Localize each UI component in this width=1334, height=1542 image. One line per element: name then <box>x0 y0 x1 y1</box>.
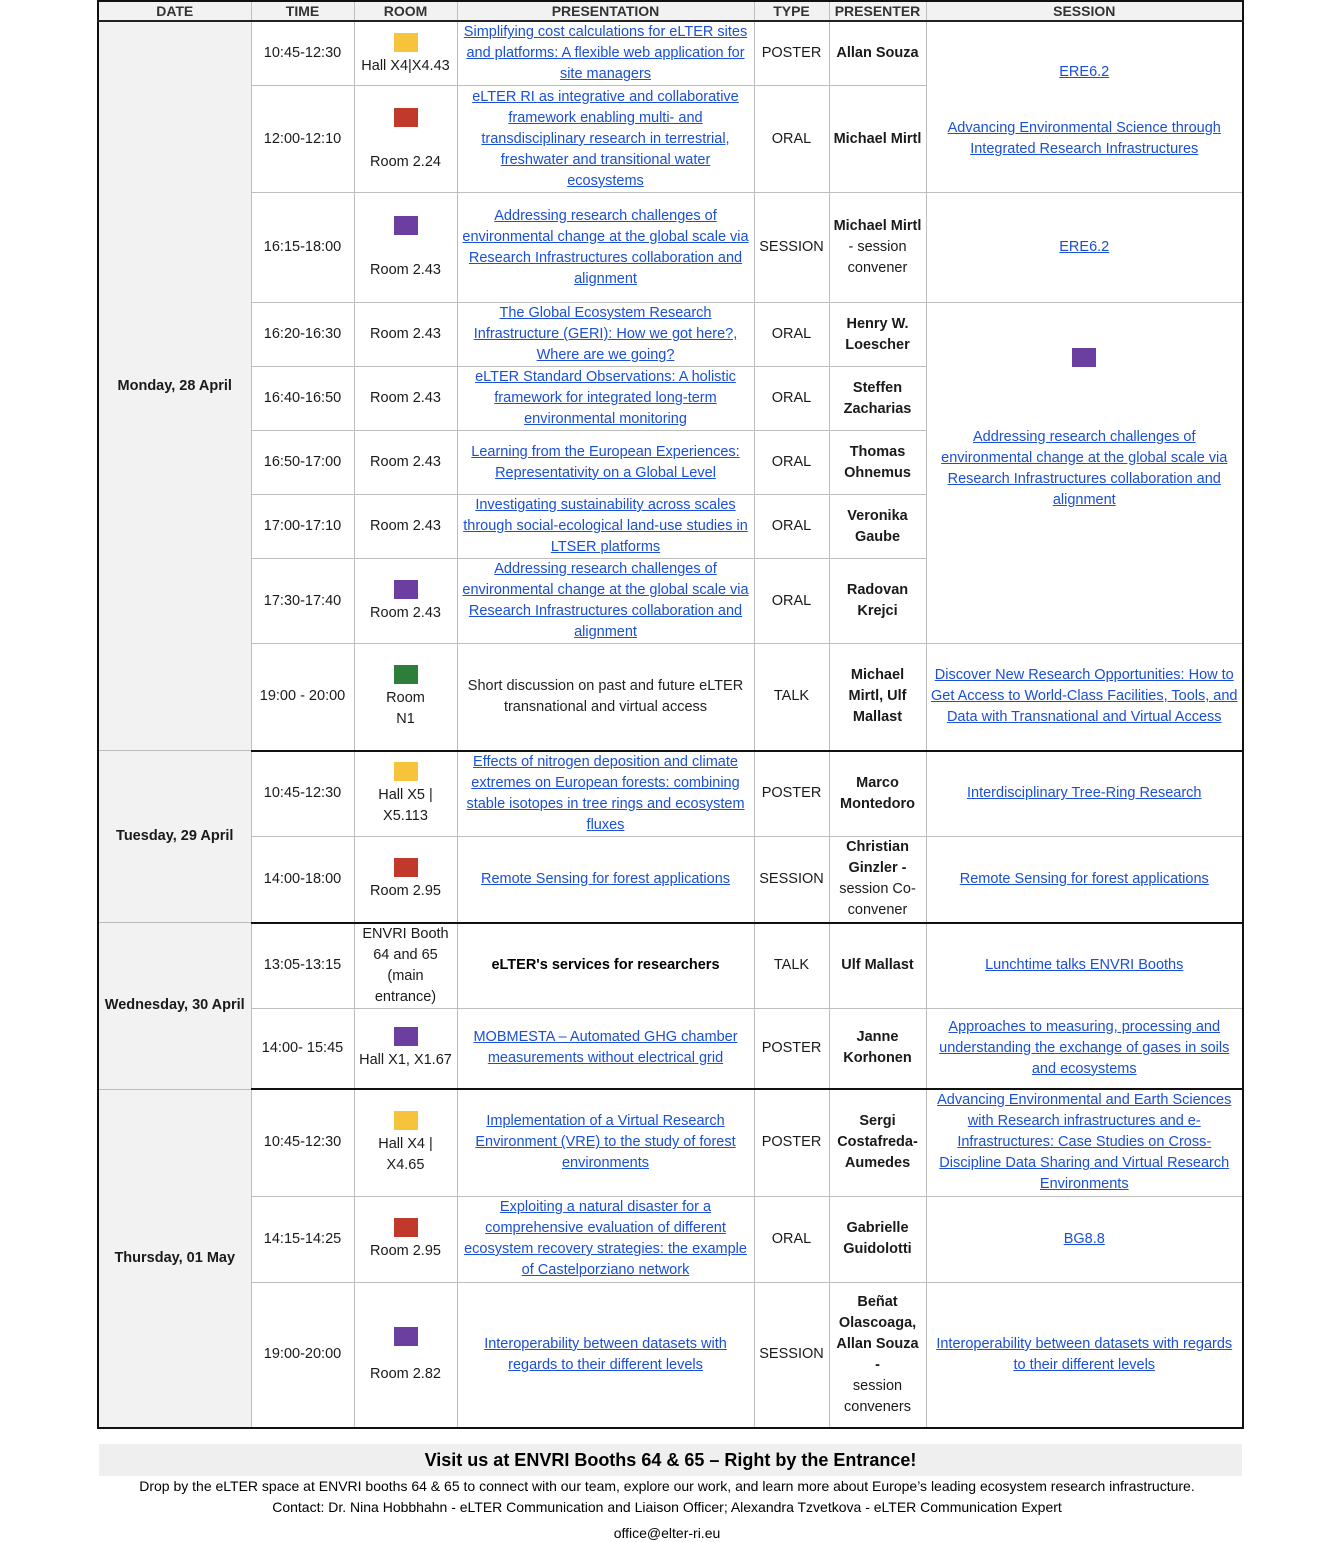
presentation-cell <box>457 1089 754 1196</box>
room-label: Room 2.95 <box>370 883 441 900</box>
time-cell: 10:45-12:30 <box>251 1089 354 1196</box>
presenter-cell: Henry W. Loescher <box>829 303 926 367</box>
oral-color-marker <box>394 1218 418 1237</box>
time-cell: 16:15-18:00 <box>251 193 354 303</box>
presentation-cell <box>457 751 754 837</box>
col-date: DATE <box>98 1 251 21</box>
type-cell: ORAL <box>754 431 829 495</box>
room-cell <box>354 1282 457 1428</box>
room-cell <box>354 751 457 837</box>
session-cell <box>926 923 1243 1009</box>
session-cell <box>926 751 1243 837</box>
type-cell: TALK <box>754 923 829 1009</box>
room-label: Hall X4|X4.43 <box>361 57 450 74</box>
type-cell: ORAL <box>754 559 829 644</box>
session-link[interactable]: Interoperability between datasets with regards to their different levels <box>936 1335 1233 1373</box>
presentation-link[interactable]: Interoperability between datasets with regards to their different levels <box>484 1335 727 1373</box>
time-cell: 17:30-17:40 <box>251 559 354 644</box>
room-cell <box>354 837 457 923</box>
date-cell: Tuesday, 29 April <box>98 751 251 923</box>
presenter-name: Christian Ginzler - <box>846 839 909 877</box>
table-row <box>98 837 1243 923</box>
table-row <box>98 21 1243 86</box>
table-row <box>98 923 1243 1009</box>
room-cell <box>354 644 457 751</box>
presentation-cell <box>457 193 754 303</box>
col-presenter: PRESENTER <box>829 1 926 21</box>
session-color-marker <box>394 216 418 235</box>
table-row <box>98 751 1243 837</box>
header-row <box>98 1 1243 21</box>
session-link[interactable]: Advancing Environmental and Earth Sciences with Research infrastructures and e-Infrastructures: Case Studies on Cross-Discipline Data Sharing and Virtual Research Environments <box>937 1092 1232 1193</box>
session-cell <box>926 21 1243 193</box>
presentation-link[interactable]: Simplifying cost calculations for eLTER sites and platforms: A flexible web application for site managers <box>463 24 748 83</box>
type-cell: ORAL <box>754 86 829 193</box>
session-cell <box>926 644 1243 751</box>
footer-heading: Visit us at ENVRI Booths 64 & 65 – Right by the Entrance! <box>99 1444 1242 1476</box>
presenter-cell: Thomas Ohnemus <box>829 431 926 495</box>
session-link[interactable]: Advancing Environmental Science through Integrated Research Infrastructures <box>947 120 1221 157</box>
room-cell <box>354 1196 457 1282</box>
footer-text: Drop by the eLTER space at ENVRI booths 64 & 65 to connect with our team, explore our work, and learn more about Europe’s leading ecosystem research infrastructure. <box>139 1478 1195 1494</box>
presenter-cell <box>829 193 926 303</box>
presenter-role: - session convener <box>847 239 908 276</box>
session-link[interactable]: Remote Sensing for forest applications <box>959 870 1209 887</box>
presentation-cell <box>457 303 754 367</box>
session-link[interactable]: ERE6.2 <box>1059 64 1110 80</box>
date-cell: Monday, 28 April <box>98 21 251 751</box>
room-label: Room 2.82 <box>370 1365 441 1382</box>
presentation-link[interactable]: The Global Ecosystem Research Infrastructure (GERI): How we got here?, Where are we going? <box>473 305 738 363</box>
type-cell: ORAL <box>754 367 829 431</box>
presentation-text: eLTER's services for researchers <box>491 957 720 973</box>
table-row <box>98 193 1243 303</box>
time-cell: 19:00-20:00 <box>251 1282 354 1428</box>
presentation-link[interactable]: Remote Sensing for forest applications <box>480 870 731 887</box>
footer-email: office@elter-ri.eu <box>613 1525 721 1541</box>
table-row <box>98 1089 1243 1196</box>
presentation-cell <box>457 21 754 86</box>
presentation-cell <box>457 1008 754 1089</box>
poster-color-marker <box>394 1111 418 1130</box>
presenter-cell: Marco Montedoro <box>829 751 926 837</box>
type-cell: ORAL <box>754 1196 829 1282</box>
room-cell <box>354 21 457 86</box>
session-link[interactable]: Approaches to measuring, processing and understanding the exchange of gases in soils and ecosystems <box>939 1018 1230 1077</box>
presenter-role: session conveners <box>844 1377 911 1415</box>
presenter-cell: Michael Mirtl, Ulf Mallast <box>829 644 926 751</box>
session-link[interactable]: Discover New Research Opportunities: How to Get Access to World-Class Facilities, Tools, and Data with Transnational and Virtual Access <box>931 667 1238 726</box>
session-cell <box>926 837 1243 923</box>
presenter-cell: Veronika Gaube <box>829 495 926 559</box>
time-cell: 13:05-13:15 <box>251 923 354 1009</box>
room-label: Room N1 <box>386 690 425 728</box>
time-cell: 10:45-12:30 <box>251 21 354 86</box>
session-link[interactable]: Lunchtime talks ENVRI Booths <box>985 957 1184 973</box>
presentation-cell <box>457 495 754 559</box>
room-label: Room 2.43 <box>370 262 441 278</box>
session-color-marker <box>394 858 418 877</box>
time-cell: 16:50-17:00 <box>251 431 354 495</box>
presentation-cell <box>457 86 754 193</box>
room-label: Room 2.43 <box>370 605 441 621</box>
presentation-link[interactable]: eLTER RI as integrative and collaborative framework enabling multi- and transdisciplinary research in terrestrial, freshwater and transitional water ecosystems <box>472 88 739 189</box>
presentation-link[interactable]: MOBMESTA – Automated GHG chamber measurements without electrical grid <box>473 1029 738 1067</box>
oral-color-marker <box>394 108 418 127</box>
type-cell: POSTER <box>754 1089 829 1196</box>
room-cell: Room 2.43 <box>354 431 457 495</box>
session-cell <box>926 303 1243 644</box>
room-cell <box>354 1008 457 1089</box>
time-cell: 12:00-12:10 <box>251 86 354 193</box>
room-cell: Room 2.43 <box>354 303 457 367</box>
presentation-cell <box>457 1282 754 1428</box>
col-session: SESSION <box>926 1 1243 21</box>
presentation-link[interactable]: eLTER Standard Observations: A holistic framework for integrated long-term environmental monitoring <box>475 369 736 427</box>
presenter-cell: Allan Souza <box>829 21 926 86</box>
presenter-cell: Radovan Krejci <box>829 559 926 644</box>
presenter-cell: Ulf Mallast <box>829 923 926 1009</box>
session-color-marker <box>394 1327 418 1346</box>
type-cell: ORAL <box>754 303 829 367</box>
presenter-name: Beñat Olascoaga, Allan Souza - <box>836 1293 919 1373</box>
presenter-cell: Steffen Zacharias <box>829 367 926 431</box>
presenter-name: Michael Mirtl <box>833 218 922 234</box>
type-cell: SESSION <box>754 1282 829 1428</box>
session-cell <box>926 1282 1243 1428</box>
presentation-text: Short discussion on past and future eLTER transnational and virtual access <box>467 677 744 715</box>
presentation-cell <box>457 559 754 644</box>
time-cell: 14:00- 15:45 <box>251 1008 354 1089</box>
col-room: ROOM <box>354 1 457 21</box>
poster-color-marker <box>394 762 418 781</box>
room-label: ENVRI Booth 64 and 65 (main entrance) <box>362 925 449 1005</box>
type-cell: POSTER <box>754 751 829 837</box>
presenter-cell <box>829 837 926 923</box>
type-cell: SESSION <box>754 193 829 303</box>
table-row <box>98 644 1243 751</box>
session-cell <box>926 193 1243 303</box>
presentation-cell <box>457 431 754 495</box>
presentation-link[interactable]: Addressing research challenges of environmental change at the global scale via Research Infrastructures collaboration and alignment <box>462 561 749 640</box>
session-link[interactable]: Addressing research challenges of environmental change at the global scale via Research Infrastructures collaboration and alignment <box>941 428 1228 508</box>
type-cell: POSTER <box>754 21 829 86</box>
table-row <box>98 303 1243 367</box>
time-cell: 14:15-14:25 <box>251 1196 354 1282</box>
presentation-cell <box>457 367 754 431</box>
type-cell: SESSION <box>754 837 829 923</box>
date-cell: Thursday, 01 May <box>98 1089 251 1428</box>
presentation-link[interactable]: Implementation of a Virtual Research Environment (VRE) to the study of forest environments <box>475 1113 736 1172</box>
room-label: Hall X4 | X4.65 <box>378 1136 433 1174</box>
type-cell: TALK <box>754 644 829 751</box>
time-cell: 14:00-18:00 <box>251 837 354 923</box>
table-row <box>98 1282 1243 1428</box>
footer-contact: Contact: Dr. Nina Hobbhahn - eLTER Communication and Liaison Officer; Alexandra Tzvetkova - eLTER Communication Expert <box>272 1499 1062 1515</box>
room-cell: Room 2.43 <box>354 495 457 559</box>
room-cell <box>354 1089 457 1196</box>
oral-color-marker <box>394 580 418 599</box>
poster-color-marker <box>394 1027 418 1046</box>
presentation-link[interactable]: Investigating sustainability across scales through social-ecological land-use studies in LTSER platforms <box>463 497 748 555</box>
schedule-table <box>97 0 1244 1429</box>
col-type: TYPE <box>754 1 829 21</box>
session-link[interactable]: BG8.8 <box>1063 1230 1105 1247</box>
room-label: Hall X5 | X5.113 <box>378 787 433 825</box>
col-presentation: PRESENTATION <box>457 1 754 21</box>
presentation-link[interactable]: Addressing research challenges of environmental change at the global scale via Research Infrastructures collaboration and alignment <box>462 207 749 287</box>
session-link[interactable]: ERE6.2 <box>1059 239 1110 255</box>
time-cell: 17:00-17:10 <box>251 495 354 559</box>
room-cell <box>354 923 457 1009</box>
time-cell: 16:20-16:30 <box>251 303 354 367</box>
type-cell: ORAL <box>754 495 829 559</box>
time-cell: 16:40-16:50 <box>251 367 354 431</box>
presenter-role: session Co-convener <box>839 881 916 919</box>
poster-color-marker <box>394 33 418 52</box>
time-cell: 19:00 - 20:00 <box>251 644 354 751</box>
presentation-cell <box>457 644 754 751</box>
presenter-cell: Michael Mirtl <box>829 86 926 193</box>
room-cell <box>354 559 457 644</box>
presenter-cell: Janne Korhonen <box>829 1008 926 1089</box>
room-label: Room 2.95 <box>370 1243 441 1259</box>
date-cell: Wednesday, 30 April <box>98 923 251 1090</box>
col-time: TIME <box>251 1 354 21</box>
table-row <box>98 1008 1243 1089</box>
session-cell <box>926 1196 1243 1282</box>
table-row <box>98 1196 1243 1282</box>
presenter-cell: Gabrielle Guidolotti <box>829 1196 926 1282</box>
room-label: Hall X1, X1.67 <box>359 1052 452 1069</box>
presentation-link[interactable]: Learning from the European Experiences: Representativity on a Global Level <box>471 443 740 481</box>
room-cell: Room 2.43 <box>354 367 457 431</box>
presentation-cell <box>457 1196 754 1282</box>
presenter-cell: Sergi Costafreda-Aumedes <box>829 1089 926 1196</box>
session-cell <box>926 1089 1243 1196</box>
time-cell: 10:45-12:30 <box>251 751 354 837</box>
room-cell <box>354 193 457 303</box>
talk-color-marker <box>394 665 418 684</box>
presenter-cell <box>829 1282 926 1428</box>
presentation-link[interactable]: Effects of nitrogen deposition and climate extremes on European forests: combining stable isotopes in tree rings and ecosystem fluxes <box>466 753 745 833</box>
room-cell <box>354 86 457 193</box>
presentation-cell <box>457 923 754 1009</box>
presentation-cell <box>457 837 754 923</box>
presentation-link[interactable]: Exploiting a natural disaster for a comprehensive evaluation of different ecosystem recovery strategies: the example of Castelporziano network <box>464 1199 747 1278</box>
session-color-marker <box>1072 348 1096 367</box>
session-link[interactable]: Interdisciplinary Tree-Ring Research <box>966 785 1202 802</box>
session-cell <box>926 1008 1243 1089</box>
room-label: Room 2.24 <box>370 153 441 170</box>
type-cell: POSTER <box>754 1008 829 1089</box>
